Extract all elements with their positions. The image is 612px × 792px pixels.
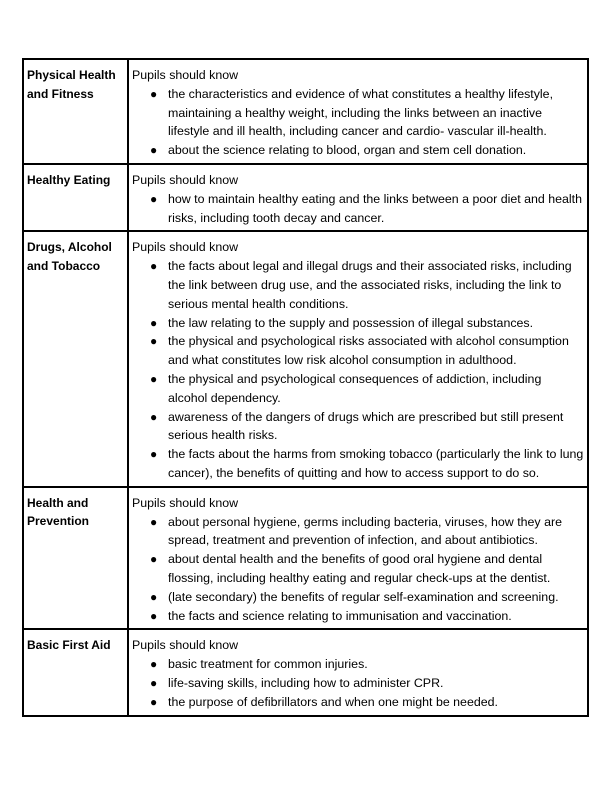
bullet-icon: ● <box>150 86 158 101</box>
bullet-icon: ● <box>150 371 158 386</box>
curriculum-table-body <box>23 59 588 716</box>
list-item <box>132 693 584 712</box>
topic-content <box>128 629 588 715</box>
bullet-icon: ● <box>150 608 158 623</box>
bullet-icon: ● <box>150 315 158 330</box>
list-item <box>132 655 584 674</box>
list-item <box>132 550 584 588</box>
list-item-text: about dental health and the benefits of good oral hygiene and dental flossing, including healthy eating and regular check-ups at the dentist. <box>168 552 551 585</box>
bullet-icon: ● <box>150 694 158 709</box>
topic-content <box>128 487 588 630</box>
list-item-text: how to maintain healthy eating and the links between a poor diet and health risks, including tooth decay and cancer. <box>168 191 582 225</box>
bullet-icon: ● <box>150 259 158 274</box>
list-item-text: life-saving skills, including how to administer CPR. <box>168 675 444 690</box>
list-item-text: the facts about legal and illegal drugs and their associated risks, including the link between drug use, and the associated risks, including the link to serious mental health conditions. <box>168 259 572 311</box>
bullet-icon: ● <box>150 447 158 462</box>
list-item-text: the facts about the harms from smoking tobacco (particularly the link to lung cancer), the benefits of quitting and how to access support to do so. <box>168 447 584 480</box>
bullet-icon: ● <box>150 675 158 690</box>
bullet-list <box>132 513 584 626</box>
list-item <box>132 257 584 313</box>
list-item-text: the physical and psychological consequences of addiction, including alcohol dependency. <box>168 371 542 405</box>
bullet-list <box>132 257 584 483</box>
list-item <box>132 370 584 408</box>
table-row <box>23 629 588 715</box>
bullet-icon: ● <box>150 589 158 604</box>
curriculum-table <box>22 58 589 717</box>
list-item <box>132 141 584 160</box>
table-row <box>23 231 588 486</box>
intro-text: Pupils should know <box>132 638 239 653</box>
table-row <box>23 59 588 164</box>
intro-text: Pupils should know <box>132 68 239 82</box>
topic-heading: Drugs, Alcohol and Tobacco <box>23 231 128 486</box>
list-item-text: the law relating to the supply and possession of illegal substances. <box>168 315 534 330</box>
list-item-text: awareness of the dangers of drugs which are prescribed but still present serious health risks. <box>168 409 564 443</box>
bullet-icon: ● <box>150 409 158 424</box>
bullet-icon: ● <box>150 514 158 529</box>
topic-content <box>128 59 588 164</box>
bullet-icon: ● <box>150 143 158 158</box>
list-item <box>132 190 584 228</box>
topic-heading: Health and Prevention <box>23 487 128 630</box>
list-item-text: the characteristics and evidence of what constitutes a healthy lifestyle, maintaining a healthy weight, including the links between an inactive lifestyle and ill health, including cancer and cardio- vascular ill-health. <box>168 86 554 139</box>
list-item <box>132 445 584 483</box>
bullet-icon: ● <box>150 334 158 349</box>
list-item <box>132 85 584 141</box>
list-item-text: about the science relating to blood, organ and stem cell donation. <box>168 143 527 158</box>
list-item-text: the facts and science relating to immunisation and vaccination. <box>168 608 512 623</box>
topic-heading: Healthy Eating <box>23 164 128 231</box>
list-item-text: (late secondary) the benefits of regular self-examination and screening. <box>168 589 559 604</box>
topic-content <box>128 164 588 231</box>
list-item-text: basic treatment for common injuries. <box>168 657 368 672</box>
list-item <box>132 332 584 370</box>
intro-text: Pupils should know <box>132 240 239 255</box>
table-row <box>23 487 588 630</box>
list-item <box>132 607 584 626</box>
list-item <box>132 588 584 607</box>
list-item <box>132 674 584 693</box>
bullet-icon: ● <box>150 191 158 206</box>
bullet-list <box>132 190 584 228</box>
list-item-text: the purpose of defibrillators and when one might be needed. <box>168 694 498 709</box>
topic-heading: Physical Health and Fitness <box>23 59 128 164</box>
bullet-icon: ● <box>150 657 158 672</box>
bullet-list <box>132 655 584 711</box>
topic-heading: Basic First Aid <box>23 629 128 715</box>
list-item-text: about personal hygiene, germs including bacteria, viruses, how they are spread, treatment and prevention of infection, and about antibiotics. <box>168 514 562 548</box>
list-item <box>132 513 584 551</box>
bullet-icon: ● <box>150 552 158 567</box>
table-row <box>23 164 588 231</box>
topic-content <box>128 231 588 486</box>
list-item <box>132 314 584 333</box>
bullet-list <box>132 85 584 160</box>
intro-text: Pupils should know <box>132 172 239 187</box>
intro-text: Pupils should know <box>132 495 239 510</box>
list-item-text: the physical and psychological risks associated with alcohol consumption and what constitutes low risk alcohol consumption in adulthood. <box>168 334 569 368</box>
list-item <box>132 408 584 446</box>
